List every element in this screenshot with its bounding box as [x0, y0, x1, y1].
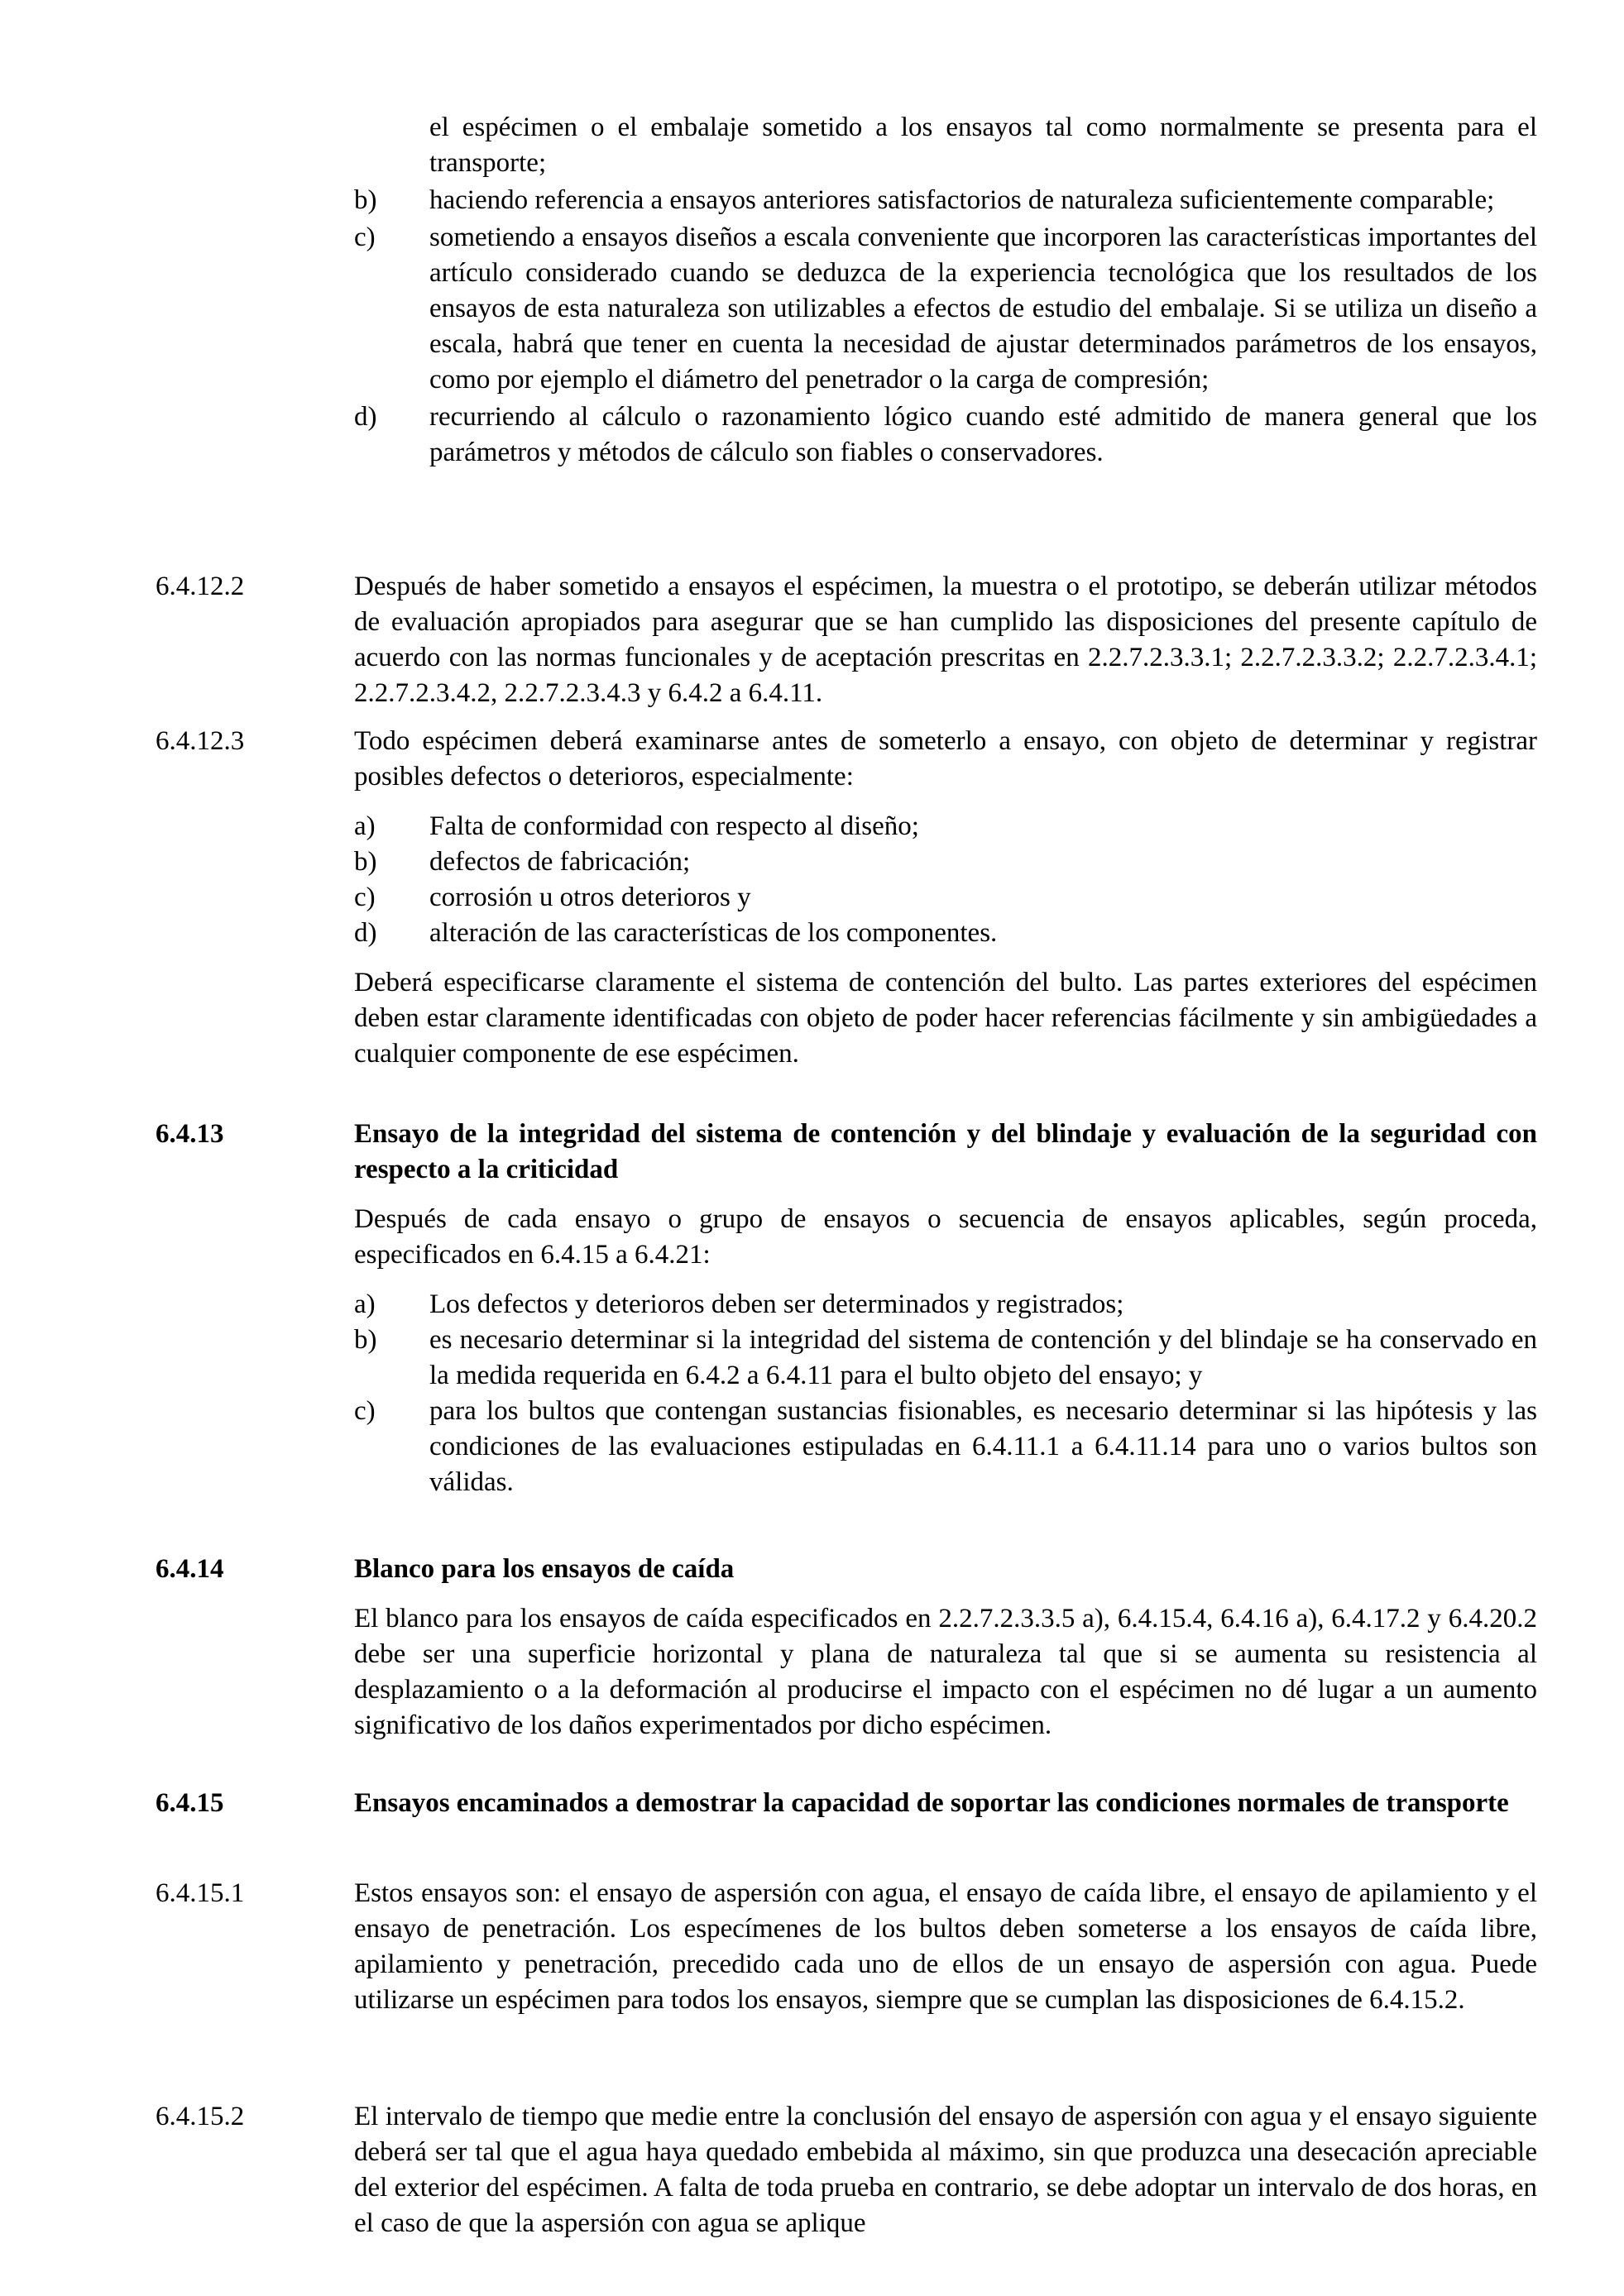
list-item-text: Falta de conformidad con respecto al diseño;	[429, 811, 919, 841]
section-text: Todo espécimen deberá examinarse antes de someterlo a ensayo, con objeto de determinar y registrar posibles defectos o deterioros, especialmente:	[354, 726, 1537, 792]
list-item-text: para los bultos que contengan sustancias fisionables, es necesario determinar si las hipótesis y las condiciones de las evaluaciones estipuladas en 6.4.11.1 a 6.4.11.14 para uno o varios bultos son válidas.	[429, 1396, 1537, 1497]
section-text: Estos ensayos son: el ensayo de aspersión con agua, el ensayo de caída libre, el ensayo de apilamiento y el ensayo de penetración. Los especímenes de los bultos deben someterse a los ensayos de caída libre, apilamiento y penetración, precedido cada uno de ellos de un ensayo de aspersión con agua. Puede utilizarse un espécimen para todos los ensayos, siempre que se cumplan las disposiciones de 6.4.15.2.	[354, 1878, 1537, 2015]
list-item	[156, 183, 1537, 218]
section-heading: Ensayo de la integridad del sistema de contención y del blindaje y evaluación de la seguridad con respecto a la criticidad	[354, 1119, 1537, 1184]
list-item	[354, 844, 1537, 880]
list-item	[354, 916, 1537, 951]
list-item-label: c)	[354, 1396, 376, 1426]
list-item-text: el espécimen o el embalaje sometido a los ensayos tal como normalmente se presenta para el transporte;	[429, 112, 1537, 178]
list-item-label: d)	[354, 402, 377, 432]
section-text: Después de haber sometido a ensayos el espécimen, la muestra o el prototipo, se deberán utilizar métodos de evaluación apropiados para asegurar que se han cumplido las disposiciones del presente capítulo de acuerdo con las normas funcionales y de aceptación prescritas en 2.2.7.2.3.3.1; 2.2.7.2.3.3.2; 2.2.7.2.3.4.1; 2.2.7.2.3.4.2, 2.2.7.2.3.4.3 y 6.4.2 a 6.4.11.	[354, 572, 1537, 708]
section-text: Después de cada ensayo o grupo de ensayos o secuencia de ensayos aplicables, según proceda, especificados en 6.4.15 a 6.4.21:	[354, 1204, 1537, 1270]
list-item	[354, 1323, 1537, 1394]
list-item	[156, 399, 1537, 471]
list-item-label: d)	[354, 918, 377, 948]
section-number: 6.4.13	[156, 1119, 224, 1149]
list-item-text: haciendo referencia a ensayos anteriores satisfactorios de naturaleza suficientemente comparable;	[429, 185, 1495, 215]
list-item	[354, 1394, 1537, 1500]
list-item-label: c)	[354, 222, 376, 252]
list-item-label: c)	[354, 883, 376, 912]
list-item-label: a)	[354, 811, 376, 841]
section-number: 6.4.12.2	[156, 572, 245, 601]
list-item-label: a)	[354, 1289, 376, 1319]
list-item	[354, 809, 1537, 844]
list-item	[156, 220, 1537, 398]
section-text: Deberá especificarse claramente el sistema de contención del bulto. Las partes exteriores del espécimen deben estar claramente identificadas con objeto de poder hacer referencias fácilmente y sin ambigüedades a cualquier componente de ese espécimen.	[354, 968, 1537, 1069]
list-item	[354, 880, 1537, 916]
list-item-text: corrosión u otros deterioros y	[429, 883, 751, 912]
intro-block	[156, 110, 1537, 471]
section-number: 6.4.14	[156, 1554, 224, 1584]
list-item-text: Los defectos y deterioros deben ser determinados y registrados;	[429, 1289, 1124, 1319]
list-item-text: alteración de las características de los componentes.	[429, 918, 998, 948]
list-item-text: sometiendo a ensayos diseños a escala conveniente que incorporen las características importantes del artículo considerado cuando se deduzca de la experiencia tecnológica que los resultados de los ensayos de esta naturaleza son utilizables a efectos de estudio del embalaje. Si se utiliza un diseño a escala, habrá que tener en cuenta la necesidad de ajustar determinados parámetros de los ensayos, como por ejemplo el diámetro del penetrador o la carga de compresión;	[429, 222, 1537, 395]
section-number: 6.4.12.3	[156, 726, 245, 756]
list-item-text: recurriendo al cálculo o razonamiento lógico cuando esté admitido de manera general que los parámetros y métodos de cálculo son fiables o conservadores.	[429, 402, 1537, 467]
section-heading: Ensayos encaminados a demostrar la capacidad de soportar las condiciones normales de transporte	[354, 1788, 1509, 1818]
list-item-label: b)	[354, 185, 377, 215]
section-heading: Blanco para los ensayos de caída	[354, 1554, 735, 1584]
list-item-label: b)	[354, 1325, 377, 1355]
section-text: El blanco para los ensayos de caída especificados en 2.2.7.2.3.3.5 a), 6.4.15.4, 6.4.16 a), 6.4.17.2 y 6.4.20.2 debe ser una superficie horizontal y plana de naturaleza tal que si se aumenta su resistencia al desplazamiento o a la deformación al producirse el impacto con el espécimen no dé lugar a un aumento significativo de los daños experimentados por dicho espécimen.	[354, 1604, 1537, 1740]
list-item-label: b)	[354, 847, 377, 877]
section-number: 6.4.15.1	[156, 1878, 245, 1908]
list-item	[354, 1287, 1537, 1323]
section-text: El intervalo de tiempo que medie entre la conclusión del ensayo de aspersión con agua y el ensayo siguiente deberá ser tal que el agua haya quedado embebida al máximo, sin que produzca una desecación apreciable del exterior del espécimen. A falta de toda prueba en contrario, se debe adoptar un intervalo de dos horas, en el caso de que la aspersión con agua se aplique	[354, 2102, 1537, 2238]
list-item-text: defectos de fabricación;	[429, 847, 691, 877]
section-number: 6.4.15	[156, 1788, 224, 1818]
section-number: 6.4.15.2	[156, 2102, 245, 2131]
list-item-text: es necesario determinar si la integridad del sistema de contención y del blindaje se ha conservado en la medida requerida en 6.4.2 a 6.4.11 para el bulto objeto del ensayo; y	[429, 1325, 1537, 1390]
